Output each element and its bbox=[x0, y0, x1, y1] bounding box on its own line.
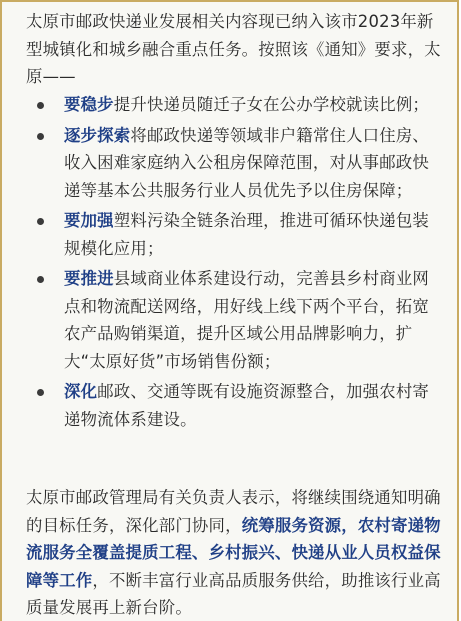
item-body: 县域商业体系建设行动，完善县乡村商业网点和物流配送网络，用好线上线下两个平台，拓宽农产品购销渠道，提升区域公用品牌影响力，扩大“太原好货”市场销售份额； bbox=[64, 269, 430, 371]
item-lead: 要推进 bbox=[64, 269, 114, 288]
bullet-icon bbox=[37, 133, 44, 140]
list-item bbox=[64, 91, 443, 119]
closing-text-start: 太原市邮政管理局有关负责人表示，将继续围绕通知明确的目标任务，深化部门协同， bbox=[26, 488, 441, 535]
bullet-icon bbox=[37, 102, 44, 109]
item-body: 提升快递员随迁子女在公办学校就读比例； bbox=[113, 95, 430, 114]
list-item bbox=[64, 265, 443, 375]
list-item bbox=[64, 207, 443, 262]
intro-paragraph: 太原市邮政快递业发展相关内容现已纳入该市2023年新型城镇化和城乡融合重点任务。按照该《通知》要求，太原—— bbox=[26, 12, 441, 86]
item-body: 邮政、交通等既有设施资源整合，加强农村寄递物流体系建设。 bbox=[64, 382, 429, 429]
closing-highlight: 统筹服务资源，农村寄递物流服务全覆盖提质工程、乡村振兴、快递从业人员权益保障等工作 bbox=[26, 515, 441, 590]
task-list bbox=[64, 91, 443, 436]
bullet-icon bbox=[37, 218, 44, 225]
item-lead: 逐步探索 bbox=[64, 125, 131, 145]
item-lead: 深化 bbox=[64, 382, 98, 401]
bullet-icon bbox=[37, 389, 44, 396]
item-body: 将邮政快递等领域非户籍常住人口住房、收入困难家庭纳入公租房保障范围，对从事邮政快递等基本公共服务行业人员优先予以住房保障； bbox=[64, 125, 430, 200]
closing-text-end: ，不断丰富行业高品质服务供给，助推该行业高质量发展再上新台阶。 bbox=[26, 570, 441, 617]
item-lead: 要稳步 bbox=[64, 95, 114, 114]
bullet-icon bbox=[37, 276, 44, 283]
item-lead: 要加强 bbox=[64, 211, 114, 230]
item-body: 塑料污染全链条治理，推进可循环快递包装规模化应用； bbox=[64, 211, 430, 258]
list-item bbox=[64, 122, 443, 205]
list-item bbox=[64, 378, 443, 433]
closing-paragraph bbox=[26, 484, 443, 621]
